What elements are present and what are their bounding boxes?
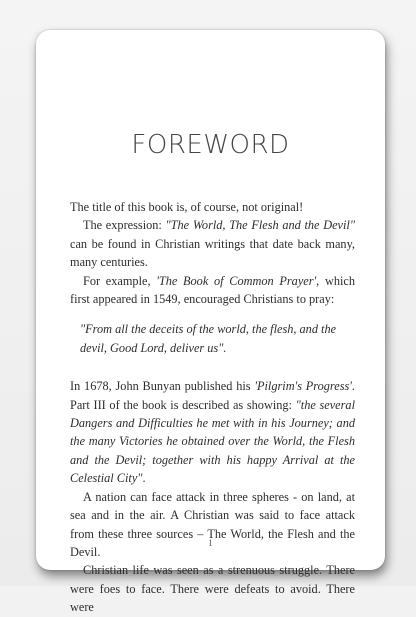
paragraph-5 — [70, 488, 355, 562]
paragraph-3-rest: , which first appeared in 1549, encouraged Christians to pray: — [70, 273, 356, 307]
paragraph-3-lead: For example, — [83, 273, 157, 288]
page-body — [70, 198, 355, 617]
paragraph-4-book-title: 'Pilgrim's Progress' — [254, 379, 352, 394]
paragraph-2-lead: The expression: — [83, 218, 166, 233]
paragraph-2-rest: can be found in Christian writings that date back many, many centuries. — [70, 236, 355, 270]
paragraph-2-quote: "The World, The Flesh and the Devil" — [165, 218, 355, 233]
paragraph-5-text: A nation can face attack in three spheres - on land, at sea and in the air. A Christian was said to face attack from these three sources – The World, the Flesh and the Devil. — [70, 489, 355, 559]
paragraph-1-text: The title of this book is, of course, not original! — [70, 200, 304, 214]
paragraph-3 — [70, 272, 355, 309]
paragraph-4-mid: . Part III of the book is described as showing: — [70, 379, 355, 412]
paragraph-6-text: Christian life was seen as a strenuous struggle. There were foes to face. There were defeats to avoid. There were — [70, 563, 355, 615]
page-title: FOREWORD — [131, 130, 290, 160]
book-page — [36, 30, 385, 615]
prayer-quote: "From all the deceits of the world, the flesh, and the devil, Good Lord, deliver us". — [80, 322, 337, 355]
paragraph-6 — [70, 561, 355, 616]
paragraph-2 — [70, 216, 355, 271]
paragraph-1 — [70, 198, 355, 216]
paragraph-4-lead: In 1678, John Bunyan published his — [70, 379, 255, 394]
paragraph-4-quote: "the several Dangers and Difficulties he met with in his Journey; and the many Victories he obtained over the World, the Flesh and the Devil; together with his happy Arrival at the Celestial City" — [70, 397, 355, 486]
paragraph-4 — [70, 377, 355, 487]
paragraph-3-book-title: 'The Book of Common Prayer' — [156, 273, 317, 288]
page-number: 1 — [208, 538, 213, 548]
paragraph-4-end: . — [142, 471, 146, 486]
